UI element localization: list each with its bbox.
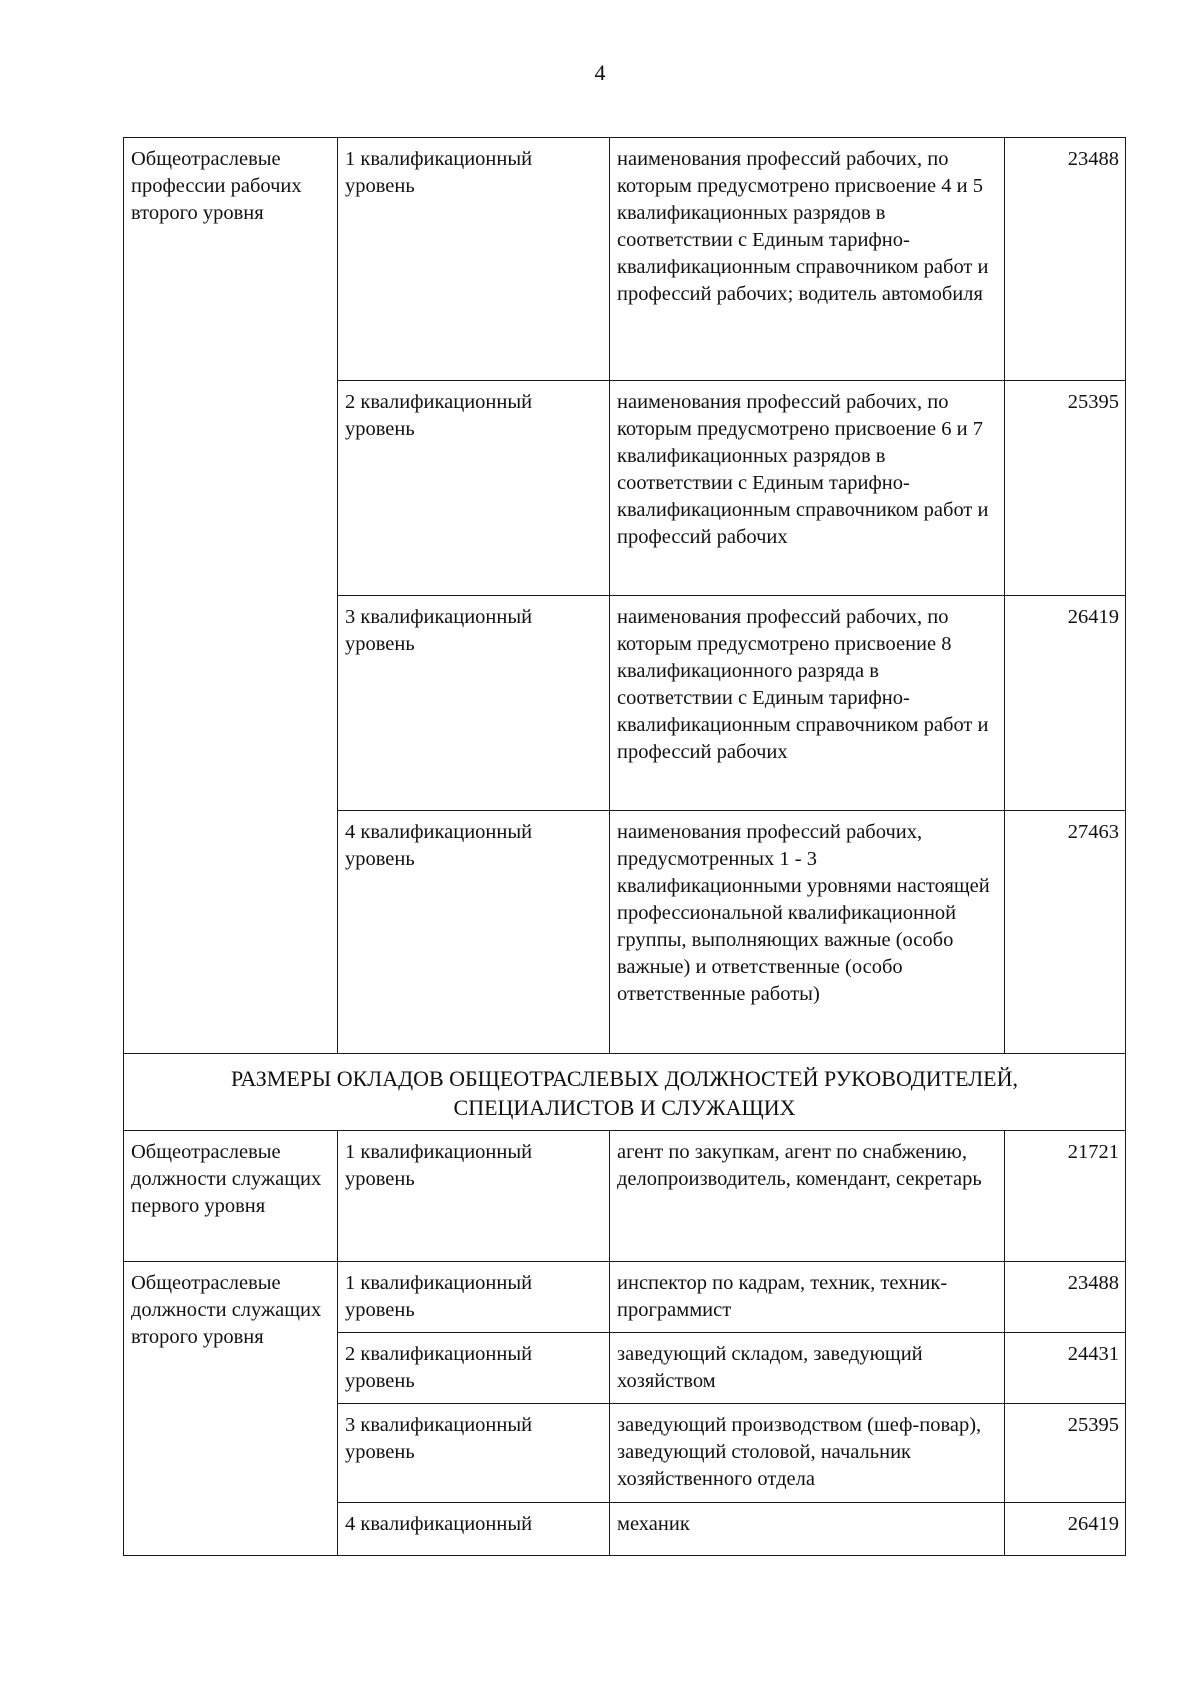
description-cell: наименования профессий рабочих, по которым предусмотрено присвоение 8 квалификационного разряда в соответствии с Единым тарифно-квалификационным справочником работ и профессий рабочих	[610, 596, 1005, 811]
description-cell: заведующий производством (шеф-повар), заведующий столовой, начальник хозяйственного отдела	[610, 1404, 1005, 1503]
group-cell: Общеотраслевые должности служащих первого уровня	[124, 1131, 338, 1262]
description-cell: инспектор по кадрам, техник, техник-программист	[610, 1262, 1005, 1333]
level-cell: 1 квалификационный уровень	[338, 138, 610, 381]
description-cell: наименования профессий рабочих, по которым предусмотрено присвоение 4 и 5 квалификационных разрядов в соответствии с Единым тарифно-квалификационным справочником работ и профессий рабочих; водитель автомобиля	[610, 138, 1005, 381]
description-cell: наименования профессий рабочих, по которым предусмотрено присвоение 6 и 7 квалификационных разрядов в соответствии с Единым тарифно-квалификационным справочником работ и профессий рабочих	[610, 381, 1005, 596]
description-cell: механик	[610, 1503, 1005, 1556]
amount-cell: 23488	[1005, 1262, 1126, 1333]
level-cell: 3 квалификационный уровень	[338, 596, 610, 811]
level-cell: 2 квалификационный уровень	[338, 381, 610, 596]
amount-cell: 26419	[1005, 1503, 1126, 1556]
table-row	[124, 1262, 1126, 1333]
level-cell: 4 квалификационный	[338, 1503, 610, 1556]
amount-cell: 25395	[1005, 1404, 1126, 1503]
level-cell: 2 квалификационный уровень	[338, 1333, 610, 1404]
group-cell: Общеотраслевые профессии рабочих второго уровня	[124, 138, 338, 1054]
page-number: 4	[594, 60, 606, 85]
description-cell: агент по закупкам, агент по снабжению, делопроизводитель, комендант, секретарь	[610, 1131, 1005, 1262]
amount-cell: 26419	[1005, 596, 1126, 811]
amount-cell: 23488	[1005, 138, 1126, 381]
table-row	[124, 1131, 1126, 1262]
amount-cell: 27463	[1005, 811, 1126, 1054]
level-cell: 4 квалификационный уровень	[338, 811, 610, 1054]
level-cell: 1 квалификационный уровень	[338, 1131, 610, 1262]
level-cell: 1 квалификационный уровень	[338, 1262, 610, 1333]
amount-cell: 21721	[1005, 1131, 1126, 1262]
amount-cell: 24431	[1005, 1333, 1126, 1404]
group-cell: Общеотраслевые должности служащих второго уровня	[124, 1262, 338, 1556]
salary-table	[123, 137, 1126, 1556]
description-cell: наименования профессий рабочих, предусмотренных 1 - 3 квалификационными уровнями настоящей профессиональной квалификационной группы, выполняющих важные (особо важные) и ответственные (особо ответственные работы)	[610, 811, 1005, 1054]
level-cell: 3 квалификационный уровень	[338, 1404, 610, 1503]
table-row	[124, 138, 1126, 381]
section-heading: РАЗМЕРЫ ОКЛАДОВ ОБЩЕОТРАСЛЕВЫХ ДОЛЖНОСТЕЙ РУКОВОДИТЕЛЕЙ, СПЕЦИАЛИСТОВ И СЛУЖАЩИХ	[124, 1054, 1126, 1131]
amount-cell: 25395	[1005, 381, 1126, 596]
section-heading-row	[124, 1054, 1126, 1131]
description-cell: заведующий складом, заведующий хозяйством	[610, 1333, 1005, 1404]
